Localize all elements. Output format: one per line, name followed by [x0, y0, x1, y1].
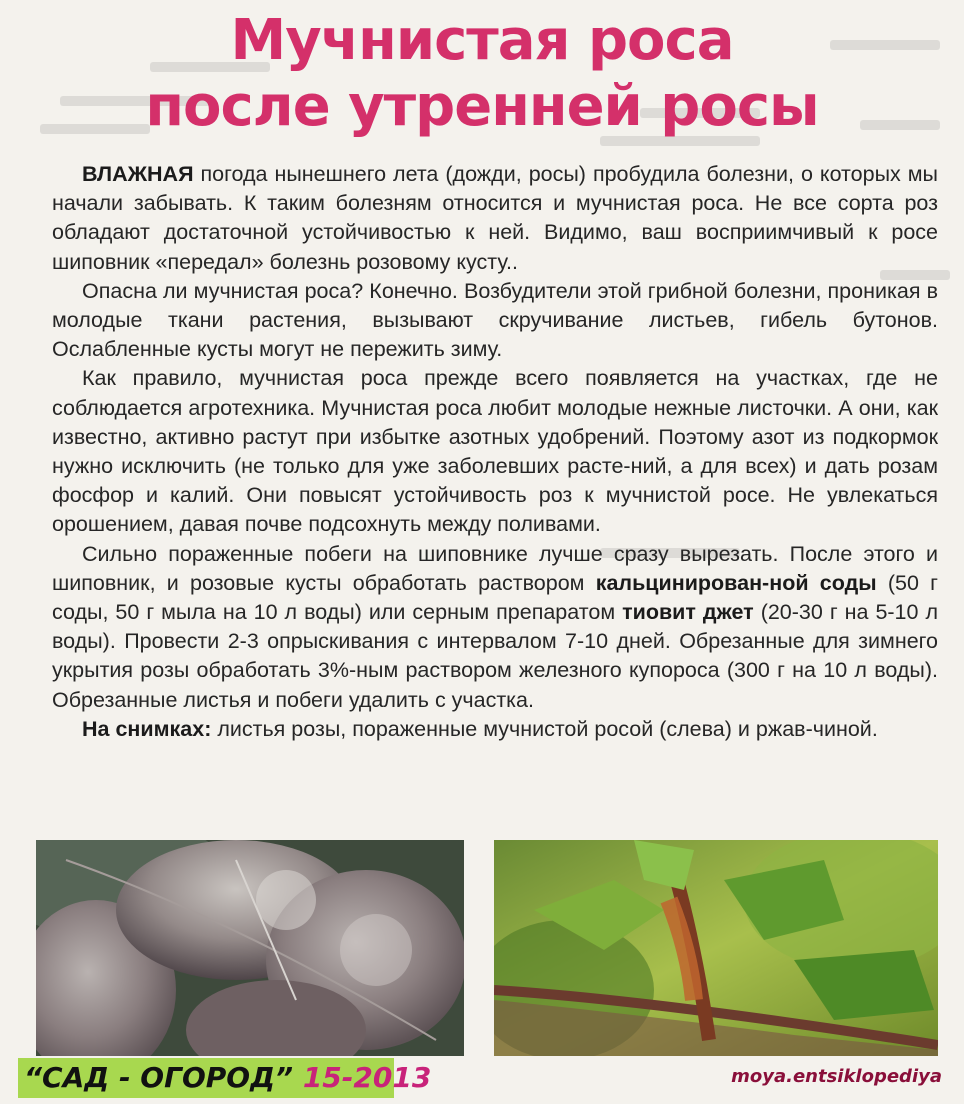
- article-paragraph: [52, 277, 938, 365]
- issue-number: 15-2013: [302, 1061, 432, 1094]
- article-paragraph: [52, 160, 938, 277]
- source-site-text: moya.entsiklopediya: [731, 1066, 942, 1087]
- article-paragraph: [52, 364, 938, 539]
- text-run: листья розы, пораженные мучнистой росой (слева) и ржав-чиной.: [211, 716, 878, 741]
- headline-line-2: после утренней росы: [145, 74, 819, 139]
- article-body: [52, 160, 938, 744]
- magazine-name: “САД - ОГОРОД”: [24, 1061, 294, 1094]
- text-run: Опасна ли мучнистая роса? Конечно. Возбудители этой грибной болезни, проникая в молодые ткани растения, вызывают скручивание листьев, гибель бутонов. Ослабленные кусты могут не пережить зиму.: [52, 278, 938, 362]
- magazine-label: [18, 1058, 432, 1098]
- mildew-leaves-photo: [36, 840, 464, 1056]
- text-run: (50 г соды, 50 г мыла на 10 л воды) или серным препаратом: [52, 570, 938, 625]
- text-run: (20-30 г на 5-10 л воды). Провести 2-3 опрыскивания с интервалом 7-10 дней. Обрезанные для зимнего укрытия розы обработать 3%-ным раствором железного купороса (300 г на 10 л воды). Обрезанные листья и побеги удалить с участка.: [52, 600, 938, 712]
- text-run: Сильно пораженные побеги на шиповнике лучше сразу вырезать. После этого и шиповник, и розовые кусты обработать раствором: [52, 541, 938, 595]
- article-headline: [40, 8, 924, 140]
- text-run: Как правило, мучнистая роса прежде всего появляется на участках, где не соблюдается агротехника. Мучнистая роса любит молодые нежные листочки. А они, как известно, активно растут при избытке азотных удобрений. Поэтому азот из подкормок нужно исключить (не только для уже заболевших расте-ний, а для всех) и дать розам фосфор и калий. Они повысят устойчивость роз к мучнистой росе. Не увлекаться орошением, давая почве подсохнуть между поливами.: [52, 366, 938, 537]
- article-paragraph: [52, 540, 938, 715]
- text-run: погода нынешнего лета (дожди, росы) пробудила болезни, о которых мы начали забывать. К таким болезням относится и мучнистая роса. Не все сорта роз обладают достаточной устойчивостью к ней. Видимо, ваш восприимчивый к росе шиповник «передал» болезнь розовому кусту..: [52, 162, 938, 274]
- headline-line-1: Мучнистая роса: [230, 8, 734, 73]
- bold-text: кальцинирован-ной соды: [595, 570, 877, 595]
- bold-text: тиовит джет: [622, 600, 754, 625]
- bold-text: На снимках:: [82, 716, 212, 741]
- bold-text: ВЛАЖНАЯ: [82, 162, 194, 186]
- article-paragraph: [52, 715, 938, 744]
- rust-branch-photo: [494, 840, 938, 1056]
